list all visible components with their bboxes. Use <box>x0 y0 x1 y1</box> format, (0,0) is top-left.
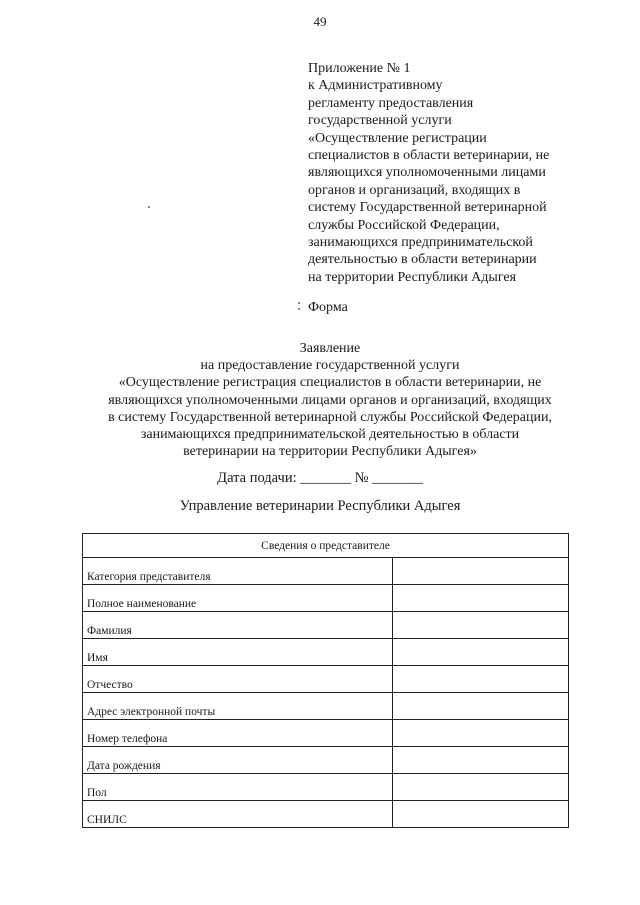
submission-date-field[interactable]: _______ <box>300 470 351 486</box>
department-name: Управление ветеринарии Республики Адыгея <box>179 498 461 514</box>
table-row <box>83 693 569 720</box>
appendix-line: регламенту предоставления <box>308 95 474 111</box>
appendix-line: на территории Республики Адыгея <box>308 269 517 285</box>
scan-speck <box>298 308 300 310</box>
scan-speck <box>148 206 150 208</box>
statement-line: ветеринарии на территории Республики Адыгея» <box>183 444 477 460</box>
row-label: Отчество <box>83 666 393 693</box>
table-row <box>83 774 569 801</box>
row-value-field[interactable] <box>392 639 568 666</box>
row-value-field[interactable] <box>392 720 568 747</box>
appendix-line: систему Государственной ветеринарной <box>308 200 547 216</box>
table-row <box>83 612 569 639</box>
appendix-line: органов и организаций, входящих в <box>308 182 521 198</box>
table-row <box>83 747 569 774</box>
table-header-row <box>83 534 569 558</box>
statement-line: занимающихся предпринимательской деятельностью в области <box>140 427 520 443</box>
table-row <box>83 639 569 666</box>
statement-line: являющихся уполномоченными лицами органов и организаций, входящих <box>108 392 552 408</box>
appendix-line: специалистов в области ветеринарии, не <box>308 148 550 164</box>
row-value-field[interactable] <box>392 693 568 720</box>
table-row <box>83 720 569 747</box>
representative-table <box>82 533 569 828</box>
submission-line <box>0 470 640 487</box>
statement-line: на предоставление государственной услуги <box>200 358 460 374</box>
appendix-line: занимающихся предпринимательской <box>308 235 533 251</box>
submission-date-label: Дата подачи: <box>217 470 297 486</box>
appendix-line: Приложение № 1 <box>308 61 411 76</box>
row-label: Категория представителя <box>83 558 393 585</box>
row-label: Полное наименование <box>83 585 393 612</box>
table-header: Сведения о представителе <box>83 534 569 558</box>
page-number: 49 <box>313 14 327 29</box>
row-label: Пол <box>83 774 393 801</box>
table-row <box>83 801 569 828</box>
appendix-block <box>308 60 598 286</box>
row-value-field[interactable] <box>392 558 568 585</box>
row-value-field[interactable] <box>392 747 568 774</box>
appendix-line: деятельностью в области ветеринарии <box>308 252 537 268</box>
table-row <box>83 666 569 693</box>
row-label: Адрес электронной почты <box>83 693 393 720</box>
row-label: Имя <box>83 639 393 666</box>
row-value-field[interactable] <box>392 666 568 693</box>
row-label: Номер телефона <box>83 720 393 747</box>
form-label: Форма <box>308 300 348 315</box>
statement-title-block <box>40 340 620 460</box>
statement-line: «Осуществление регистрация специалистов в области ветеринарии, не <box>118 375 542 391</box>
statement-line: Заявление <box>299 341 361 356</box>
appendix-line: «Осуществление регистрации <box>308 130 487 146</box>
row-value-field[interactable] <box>392 801 568 828</box>
submission-number-field[interactable]: _______ <box>372 470 423 486</box>
row-value-field[interactable] <box>392 774 568 801</box>
appendix-line: являющихся уполномоченными лицами <box>308 165 546 181</box>
appendix-line: службы Российской Федерации, <box>308 217 500 233</box>
row-label: СНИЛС <box>83 801 393 828</box>
appendix-line: к Административному <box>308 78 443 94</box>
row-value-field[interactable] <box>392 612 568 639</box>
row-label: Дата рождения <box>83 747 393 774</box>
row-label: Фамилия <box>83 612 393 639</box>
table-row <box>83 558 569 585</box>
table-row <box>83 585 569 612</box>
scan-speck <box>298 302 300 304</box>
statement-line: в систему Государственной ветеринарной службы Российской Федерации, <box>108 409 552 425</box>
row-value-field[interactable] <box>392 585 568 612</box>
submission-number-label: № <box>354 470 369 486</box>
appendix-line: государственной услуги <box>308 113 452 129</box>
